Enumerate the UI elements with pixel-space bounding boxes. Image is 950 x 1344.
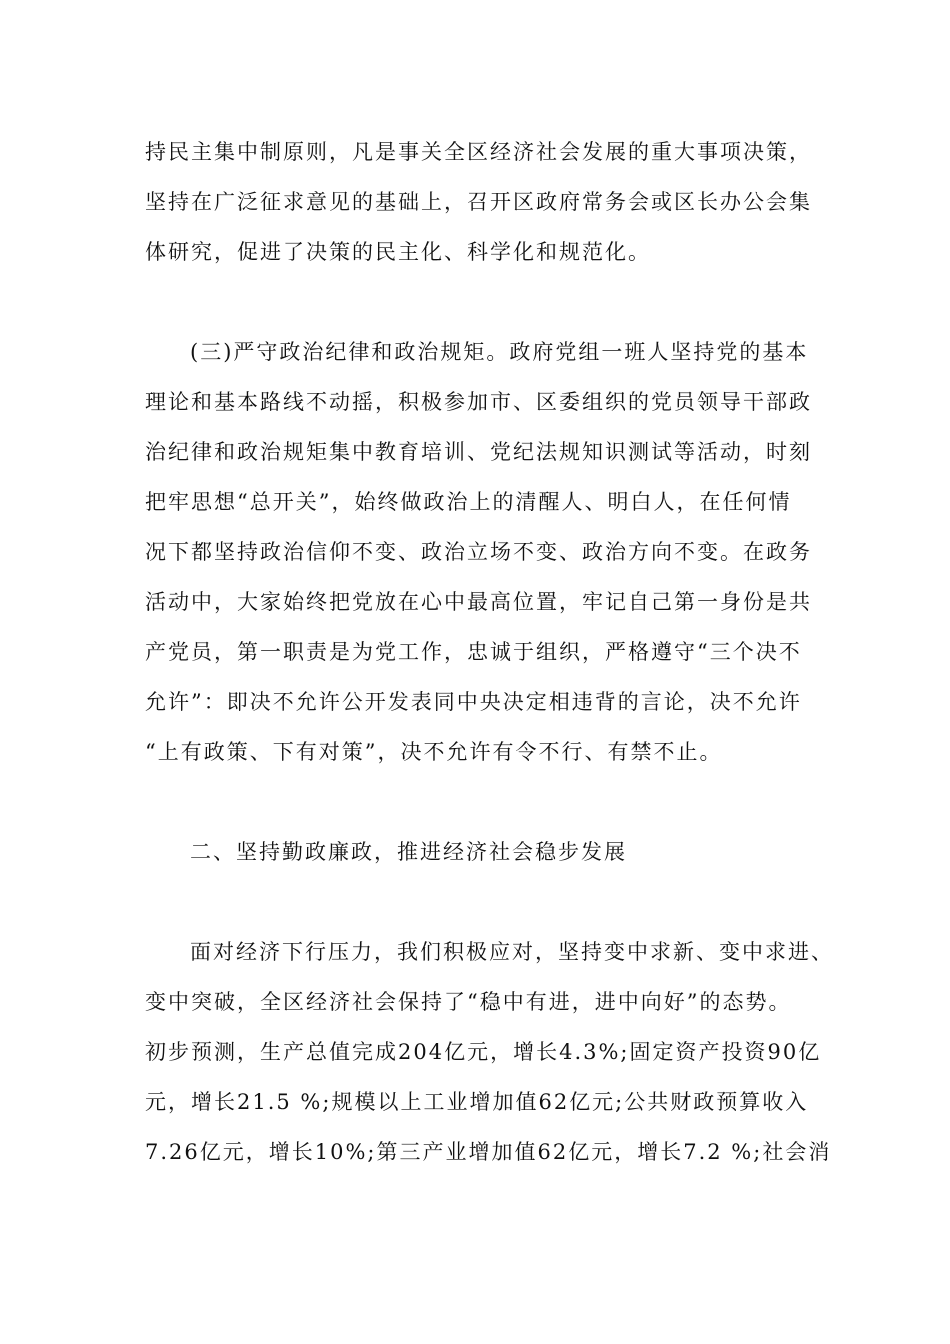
- paragraph-1-line-1: 持民主集中制原则，凡是事关全区经济社会发展的重大事项决策，: [145, 140, 812, 164]
- paragraph-2-line-6: 活动中，大家始终把党放在心中最高位置，牢记自己第一身份是共: [145, 590, 812, 614]
- paragraph-1-line-2: 坚持在广泛征求意见的基础上，召开区政府常务会或区长办公会集: [145, 190, 812, 214]
- paragraph-2-line-5: 况下都坚持政治信仰不变、政治立场不变、政治方向不变。在政务: [145, 540, 812, 564]
- paragraph-2-line-4: 把牢思想“总开关”，始终做政治上的清醒人、明白人，在任何情: [145, 490, 792, 514]
- paragraph-2-line-9: “上有政策、下有对策”，决不允许有令不行、有禁不止。: [145, 740, 723, 764]
- paragraph-1-line-3: 体研究，促进了决策的民主化、科学化和规范化。: [145, 240, 651, 264]
- paragraph-3-line-2: 变中突破，全区经济社会保持了“稳中有进，进中向好”的态势。: [145, 990, 792, 1014]
- paragraph-2-line-8: 允许”：即决不允许公开发表同中央决定相违背的言论，决不允许: [145, 690, 802, 714]
- paragraph-2-line-2: 理论和基本路线不动摇，积极参加市、区委组织的党员领导干部政: [145, 390, 812, 414]
- paragraph-3-line-1: 面对经济下行压力，我们积极应对，坚持变中求新、变中求进、: [190, 940, 834, 964]
- paragraph-3-line-5: 7.26亿元，增长10%;第三产业增加值62亿元，增长7.2 %;社会消: [145, 1140, 832, 1164]
- paragraph-2-line-7: 产党员，第一职责是为党工作，忠诚于组织，严格遵守“三个决不: [145, 640, 802, 664]
- paragraph-3-line-3: 初步预测，生产总值完成204亿元，增长4.3%;固定资产投资90亿: [145, 1040, 822, 1064]
- paragraph-3-line-4: 元，增长21.5 %;规模以上工业增加值62亿元;公共财政预算收入: [145, 1090, 809, 1114]
- section-heading: 二、坚持勤政廉政，推进经济社会稳步发展: [190, 840, 627, 864]
- paragraph-2-line-3: 治纪律和政治规矩集中教育培训、党纪法规知识测试等活动，时刻: [145, 440, 812, 464]
- paragraph-2-line-1: (三)严守政治纪律和政治规矩。政府党组一班人坚持党的基本: [190, 340, 809, 364]
